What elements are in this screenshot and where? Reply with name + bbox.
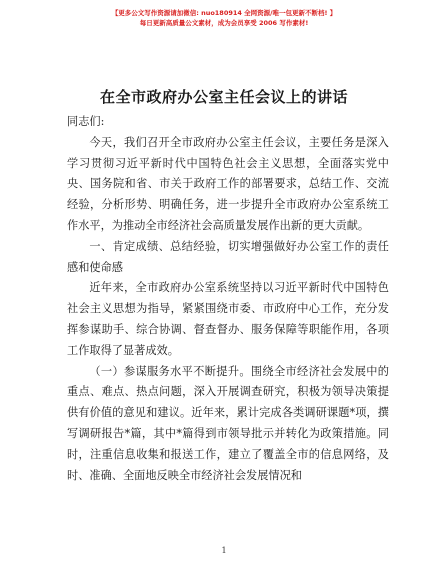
promo-line-2: 每日更新高质量公文素材，成为会员享受 2006 写作素材!: [139, 19, 309, 27]
salutation: 同志们:: [67, 115, 105, 128]
document-body: [67, 112, 389, 486]
section-heading-1: 一、肯定成绩、总结经验，切实增强做好办公室工作的责任感和使命感: [67, 239, 389, 274]
document-title: 在全市政府办公室主任会议上的讲话: [99, 88, 348, 106]
page-number: 1: [221, 546, 227, 555]
promo-line-1: 【更多公文写作资源请加微信: nuo180914 全网资源/唯一包更新不断档! 】: [111, 9, 337, 17]
paragraph-intro: 今天，我们召开全市政府办公室主任会议，主要任务是深入学习贯彻习近平新时代中国特色社会主义思想，全面落实党中央、国务院和省、市关于政府工作的部署要求，总结工作、交流经验，分析形势、明确任务，进一步提升全市政府办公室系统工作水平，为推动全市经济社会高质量发展作出新的更大贡献。: [67, 135, 389, 232]
paragraph-achievements: 近年来，全市政府办公室系统坚持以习近平新时代中国特色社会主义思想为指导，紧紧围绕市委、市政府中心工作，充分发挥参谋助手、综合协调、督查督办、服务保障等职能作用，各项工作取得了显著成效。: [67, 281, 389, 357]
paragraph-advisory-service: （一）参谋服务水平不断提升。围绕全市经济社会发展中的重点、难点、热点问题，深入开展调查研究，积极为领导决策提供有价值的意见和建议。近年来，累计完成各类调研课题*项，撰写调研报告*篇，其中*篇得到市领导批示并转化为政策措施。同时，注重信息收集和报送工作，建立了覆盖全市的信息网络，及时、准确、全面地反映全市经济社会发展情况和: [67, 364, 389, 482]
promo-banner: [0, 8, 448, 28]
